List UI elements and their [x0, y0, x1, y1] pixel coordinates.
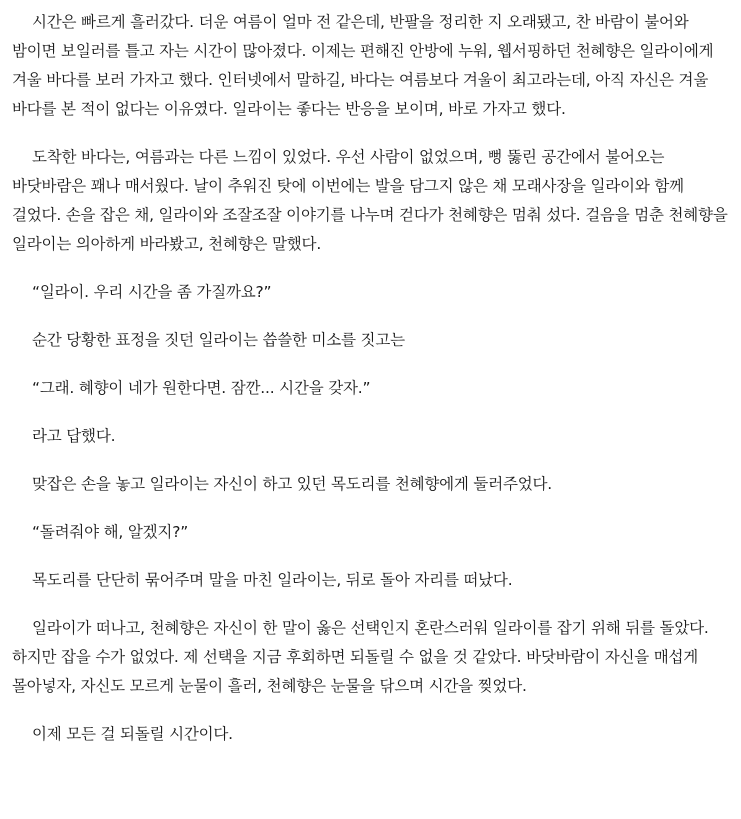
paragraph-5: 맞잡은 손을 놓고 일라이는 자신이 하고 있던 목도리를 천혜향에게 둘러주었다.	[32, 475, 553, 493]
paragraph-6: 목도리를 단단히 묶어주며 말을 마친 일라이는, 뒤로 돌아 자리를 떠났다.	[32, 571, 513, 589]
paragraph-2: 도착한 바다는, 여름과는 다른 느낌이 있었다. 우선 사람이 없었으며, 뻥 뚫린 공간에서 불어오는 바닷바람은 꽤나 매서웠다. 날이 추워진 탓에 이번에는 발을 담그지 않은 채 모래사장을 일라이와 함께 걸었다. 손을 잡은 채, 일라이와 조잘조잘 이야기를 나누며 걷다가 천혜향은 멈춰 섰다. 걸음을 멈춘 천혜향을 일라이는 의아하게 바라봤고, 천혜향은 말했다.	[12, 148, 728, 253]
paragraph-1: 시간은 빠르게 흘러갔다. 더운 여름이 얼마 전 같은데, 반팔을 정리한 지 오래됐고, 찬 바람이 불어와 밤이면 보일러를 틀고 자는 시간이 많아졌다. 이제는 편해진 안방에 누워, 웹서핑하던 천혜향은 일라이에게 겨울 바다를 보러 가자고 했다. 인터넷에서 말하길, 바다는 여름보다 겨울이 최고라는데, 아직 자신은 겨울 바다를 본 적이 없다는 이유였다. 일라이는 좋다는 반응을 보이며, 바로 가자고 했다.	[12, 13, 714, 118]
dialogue-3: “돌려줘야 해, 알겠지?”	[32, 523, 189, 541]
paragraph-3: 순간 당황한 표정을 짓던 일라이는 씁쓸한 미소를 짓고는	[32, 331, 405, 349]
paragraph-7: 일라이가 떠나고, 천혜향은 자신이 한 말이 옳은 선택인지 혼란스러워 일라이를 잡기 위해 뒤를 돌았다. 하지만 잡을 수가 없었다. 제 선택을 지금 후회하면 되돌릴 수 없을 것 같았다. 바닷바람이 자신을 매섭게 몰아넣자, 자신도 모르게 눈물이 흘러, 천혜향은 눈물을 닦으며 시간을 찢었다.	[12, 619, 709, 695]
paragraph-8: 이제 모든 걸 되돌릴 시간이다.	[32, 725, 233, 743]
paragraph-4: 라고 답했다.	[32, 427, 116, 445]
dialogue-1: “일라이. 우리 시간을 좀 가질까요?”	[32, 283, 272, 301]
dialogue-2: “그래. 혜향이 네가 원한다면. 잠깐... 시간을 갖자.”	[32, 379, 371, 397]
